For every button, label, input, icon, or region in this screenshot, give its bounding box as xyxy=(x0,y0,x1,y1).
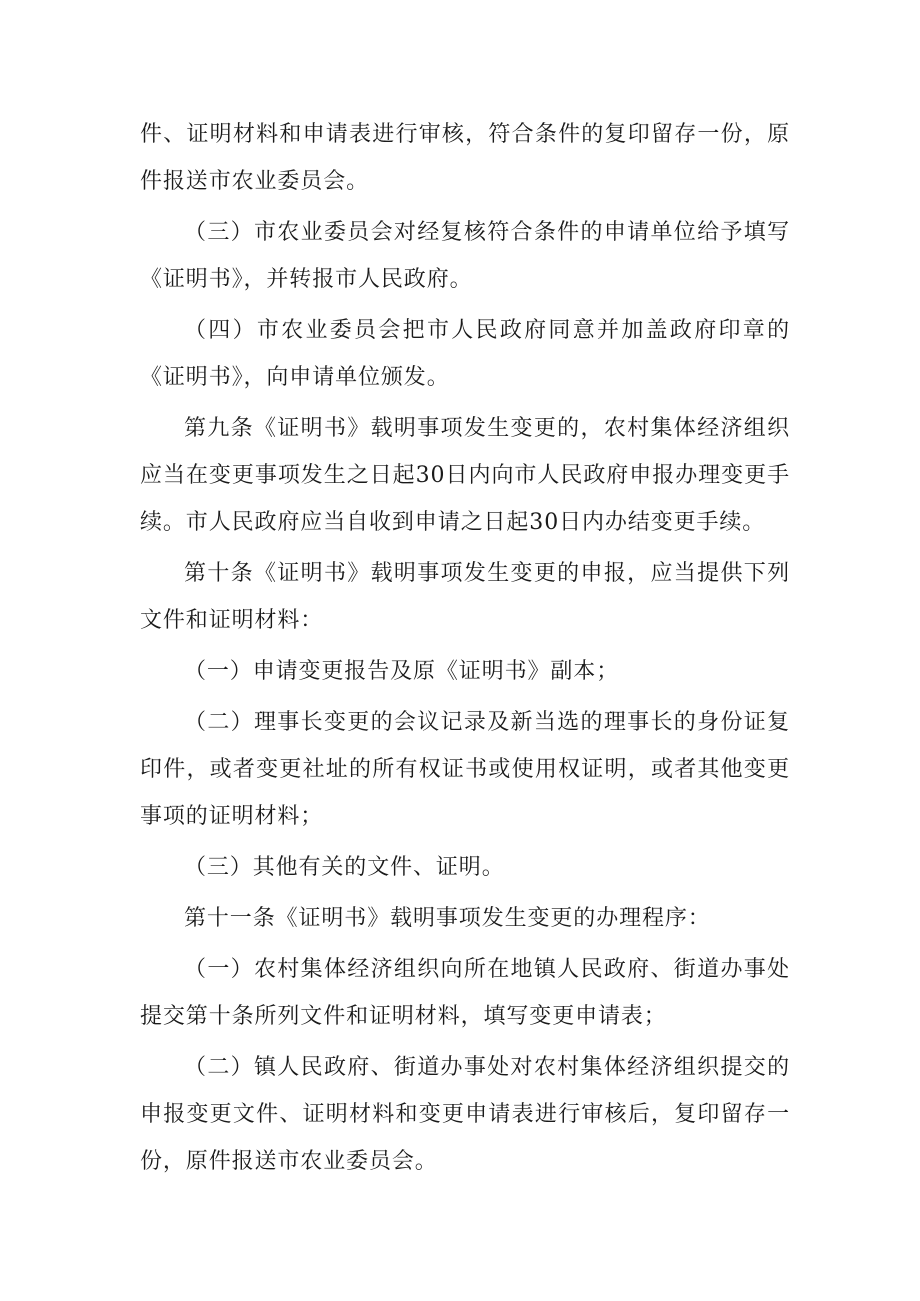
paragraph-item-4-issue: （四）市农业委员会把市人民政府同意并加盖政府印章的《证明书》，向申请单位颁发。 xyxy=(140,318,790,390)
document-body xyxy=(140,111,790,1185)
paragraph-article-10-item-2: （二）理事长变更的会议记录及新当选的理事长的身份证复印件，或者变更社址的所有权证书或使用权证明，或者其他变更事项的证明材料； xyxy=(140,710,790,829)
paragraph-article-9: 第九条《证明书》载明事项发生变更的，农村集体经济组织应当在变更事项发生之日起30日内向市人民政府申报办理变更手续。市人民政府应当自收到申请之日起30日内办结变更手续。 xyxy=(140,416,790,535)
paragraph-article-11-item-1: （一）农村集体经济组织向所在地镇人民政府、街道办事处提交第十条所列文件和证明材料，填写变更申请表； xyxy=(140,957,790,1029)
paragraph-item-3-recheck: （三）市农业委员会对经复核符合条件的申请单位给予填写《证明书》，并转报市人民政府。 xyxy=(140,220,790,292)
paragraph-continued-review: 件、证明材料和申请表进行审核，符合条件的复印留存一份，原件报送市农业委员会。 xyxy=(140,122,790,194)
paragraph-article-10: 第十条《证明书》载明事项发生变更的申报，应当提供下列文件和证明材料： xyxy=(140,561,790,633)
paragraph-article-10-item-1: （一）申请变更报告及原《证明书》副本； xyxy=(184,659,620,684)
paragraph-article-10-item-3: （三）其他有关的文件、证明。 xyxy=(184,855,505,880)
paragraph-article-11-item-2: （二）镇人民政府、街道办事处对农村集体经济组织提交的申报变更文件、证明材料和变更申请表进行审核后，复印留存一份，原件报送市农业委员会。 xyxy=(140,1055,790,1174)
paragraph-article-11: 第十一条《证明书》载明事项发生变更的办理程序： xyxy=(184,906,711,931)
